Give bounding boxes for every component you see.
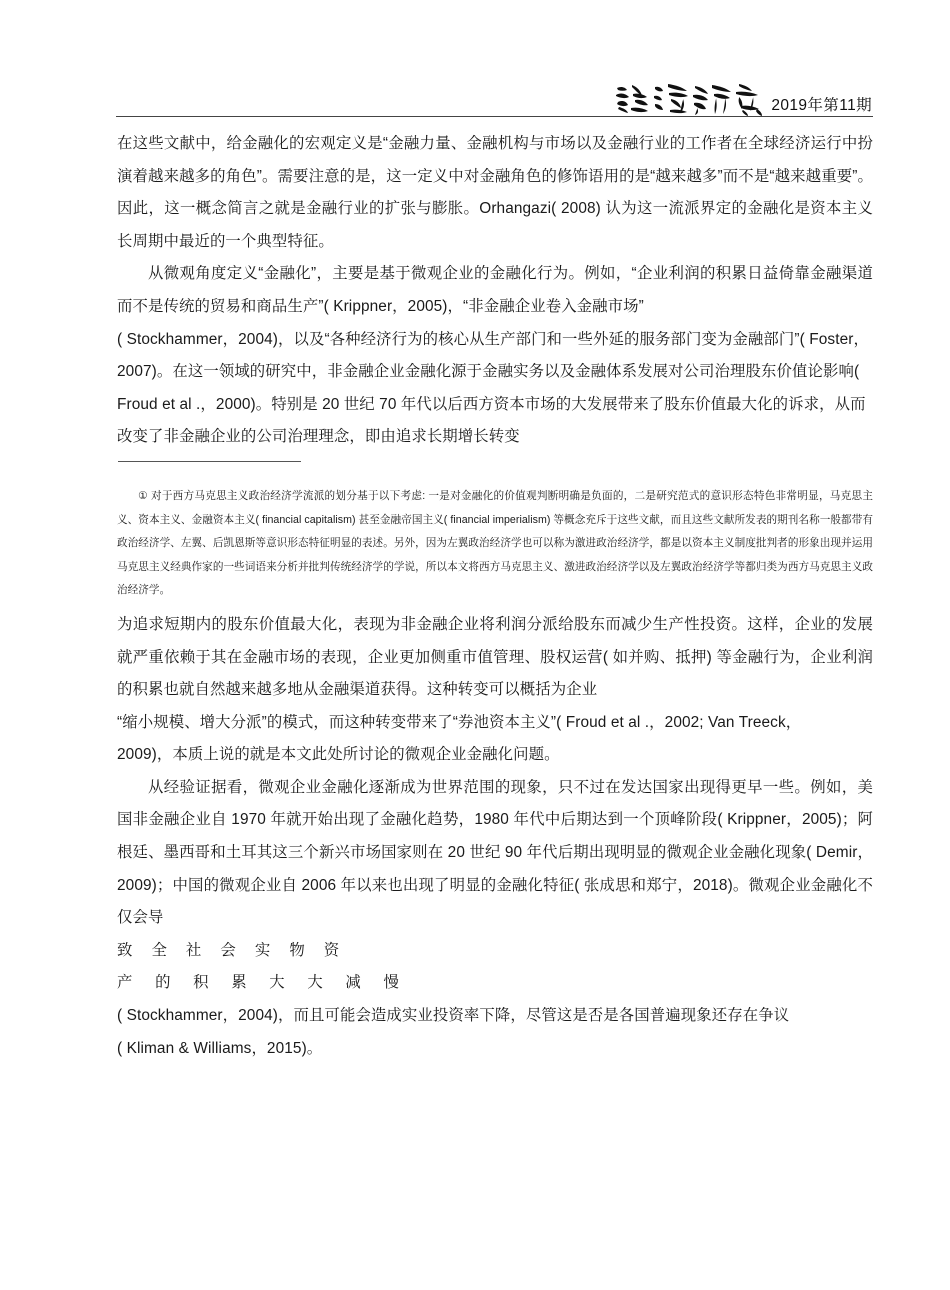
header-divider-rule — [116, 116, 873, 117]
issue-label: 2019年第11期 — [771, 96, 872, 114]
footnote-marker: ① — [138, 489, 148, 502]
footnote-text: 对于西方马克思主义政治经济学流派的划分基于以下考虑: 一是对金融化的价值观判断明确是负面的，二是研究范式的意识形态特色非常明显，马克思主义、资本主义、金融资本主义( financial capitalism) 甚至金融帝国主义( financial imperialism) 等概念充斥于这些文献，而且这些文献所发表的期刊名称一般都带有政治经济学、左翼、后凯恩斯等意识形态特征明显的表述。另外，因为左翼政治经济学也可以称为激进政治经济学，都是以资本主义制度批判者的形象出现并运用马克思主义经典作家的一些词语来分析并批判传统经济学的学说，所以本文将西方马克思主义、激进政治经济学以及左翼政治经济学等都归类为西方马克思主义政治经济学。 — [117, 489, 873, 597]
journal-calligraphy-logo — [613, 78, 765, 116]
paragraph: 从经验证据看，微观企业金融化逐渐成为世界范围的现象，只不过在发达国家出现得更早一些。例如，美国非金融企业自 1970 年就开始出现了金融化趋势，1980 年代中后期达到一个顶峰阶段( Krippner，2005)；阿根廷、墨西哥和土耳其这三个新兴市场国家则在 20 世纪 90 年代后期出现明显的微观企业金融化现象( Demir，2009)；中国的微观企业自 2006 年以来也出现了明显的金融化特征( 张成思和郑宁，2018)。微观企业金融化不仅会导 — [117, 778, 873, 927]
paragraph: 为追求短期内的股东价值最大化，表现为非金融企业将利润分派给股东而减少生产性投资。这样，企业的发展就严重依赖于其在金融市场的表现，企业更加侧重市值管理、股权运营( 如并购、抵押) 等金融行为，企业利润的积累也就自然越来越多地从金融渠道获得。这种转变可以概括为企业 — [117, 615, 873, 699]
paragraph: 从微观角度定义“金融化”，主要是基于微观企业的金融化行为。例如，“企业利润的积累日益倚靠金融渠道而不是传统的贸易和商品生产”( Krippner，2005)，“非金融企业卷入金融市场” — [117, 265, 873, 315]
paragraph: ( Stockhammer，2004)，而且可能会造成实业投资率下降，尽管这是否是各国普遍现象还存在争议 — [117, 1007, 790, 1025]
page-header — [117, 66, 872, 116]
paragraph: 在这些文献中，给金融化的宏观定义是“金融力量、金融机构与市场以及金融行业的工作者在全球经济运行中扮演着越来越多的角色”。需要注意的是，这一定义中对金融角色的修饰语用的是“越来越多”而不是“越来越重要”。因此，这一概念简言之就是金融行业的扩张与膨胀。Orhangazi( 2008) 认为这一流派界定的金融化是资本主义长周期中最近的一个典型特征。 — [117, 135, 873, 250]
paragraph: 2009)，本质上说的就是本文此处所讨论的微观企业金融化问题。 — [117, 746, 560, 764]
paragraph: “缩小规模、增大分派”的模式，而这种转变带来了“券池资本主义”( Froud et al .，2002; Van Treeck， — [117, 713, 802, 731]
paragraph: ( Stockhammer，2004)，以及“各种经济行为的核心从生产部门和一些外延的服务部门变为金融部门”( Foster，2007)。在这一领域的研究中，非金融企业金融化源于金融实务以及金融体系发展对公司治理股东价值论影响( Froud et al .，2000)。特别是 20 世纪 70 年代以后西方资本市场的大发展带来了股东价值最大化的诉求，从而改变了非金融企业的公司治理理念，即由追求长期增长转变 — [117, 330, 869, 446]
footnote-separator-rule — [118, 461, 301, 462]
paragraph: ( Kliman & Williams，2015)。 — [117, 1039, 323, 1057]
paragraph: 产 的 积 累 大 大 减 慢 — [117, 974, 409, 992]
article-body — [117, 128, 873, 1065]
paragraph: 致 全 社 会 实 物 资 — [117, 941, 347, 959]
footnote-block — [117, 485, 873, 603]
